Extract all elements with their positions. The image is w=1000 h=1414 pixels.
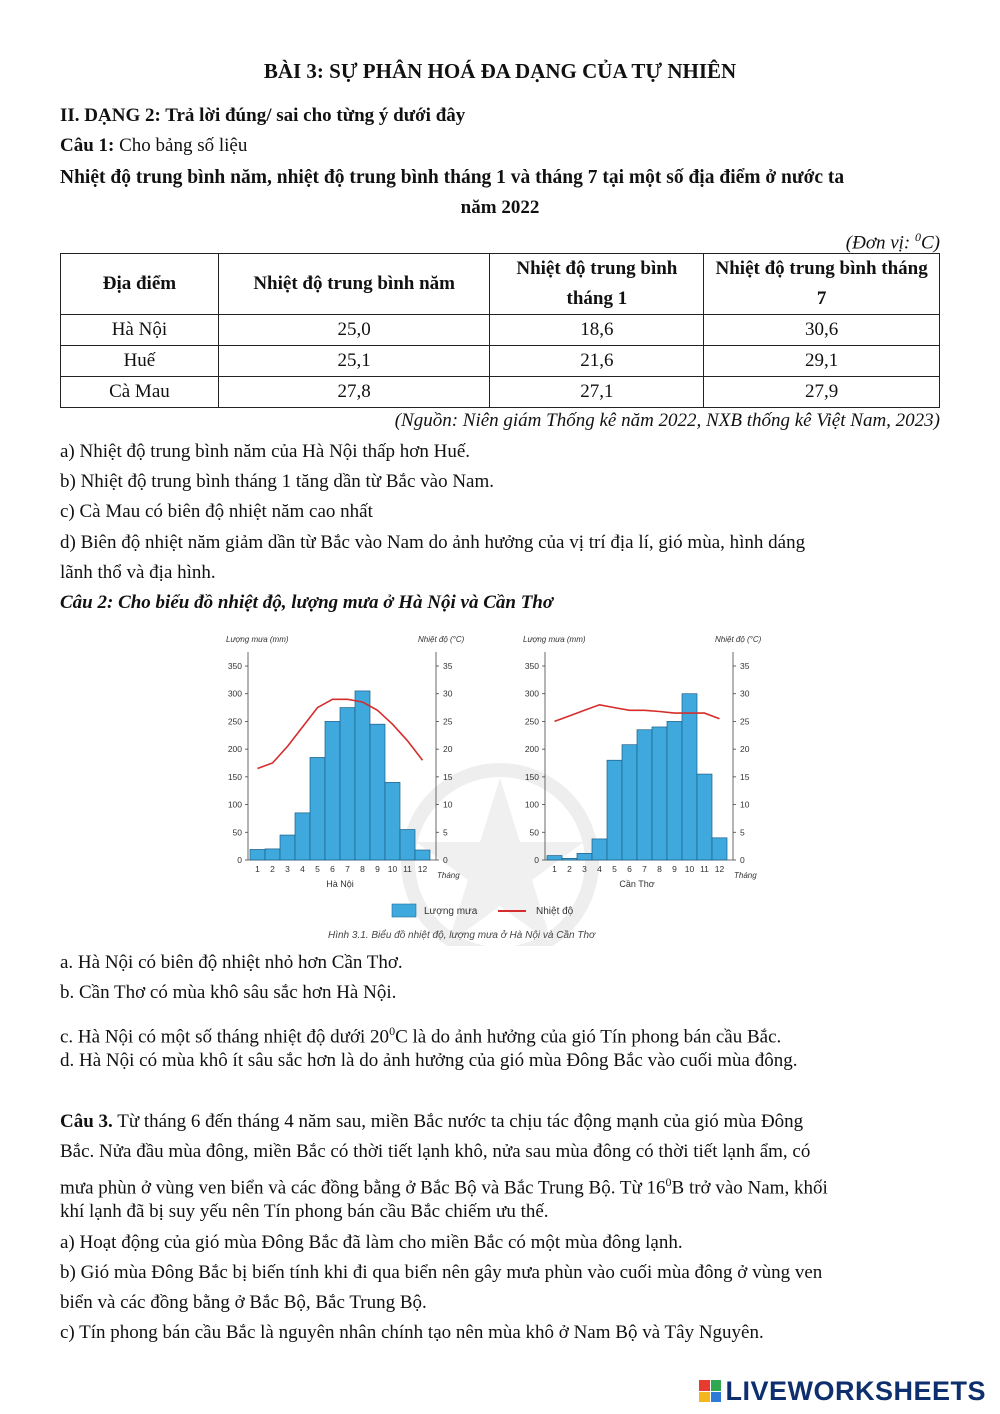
- month-tick-label: 11: [403, 864, 412, 874]
- right-axis-title: Nhiệt độ (°C): [715, 635, 762, 644]
- q3-statement-b-cont: biển và các đồng bằng ở Bắc Bộ, Bắc Trung Bộ.: [60, 1292, 427, 1313]
- rain-bar: [622, 745, 637, 860]
- left-tick-label: 0: [534, 855, 539, 865]
- chart-caption: Hình 3.1. Biểu đồ nhiệt độ, lượng mưa ở Hà Nội và Cần Thơ: [328, 930, 596, 941]
- month-tick-label: 11: [700, 864, 709, 874]
- temperature-table: [60, 253, 940, 408]
- month-tick-label: 8: [657, 864, 662, 874]
- rain-bar: [310, 757, 325, 860]
- left-axis-title: Lượng mưa (mm): [226, 635, 289, 644]
- left-axis-title: Lượng mưa (mm): [523, 635, 586, 644]
- liveworksheets-logo[interactable]: [699, 1376, 986, 1406]
- right-tick-label: 35: [443, 661, 453, 671]
- q2-statement-a: a. Hà Nội có biên độ nhiệt nhỏ hơn Cần Thơ.: [60, 952, 403, 973]
- header-july: Nhiệt độ trung bình tháng 7: [704, 254, 940, 315]
- rain-bar: [592, 839, 607, 860]
- q2-heading: Câu 2: Cho biểu đồ nhiệt độ, lượng mưa ở Hà Nội và Cần Thơ: [60, 592, 554, 613]
- header-location: Địa điểm: [61, 254, 219, 315]
- month-tick-label: 1: [255, 864, 260, 874]
- left-tick-label: 250: [524, 716, 539, 727]
- rain-bar: [697, 774, 712, 860]
- q1-intro: [60, 131, 940, 161]
- q3-line1: Câu 3. Từ tháng 6 đến tháng 4 năm sau, miền Bắc nước ta chịu tác động mạnh của gió mùa Đông: [60, 1111, 804, 1132]
- x-axis-title: Tháng: [734, 871, 757, 880]
- month-tick-label: 3: [285, 864, 290, 874]
- month-tick-label: 12: [714, 864, 725, 874]
- rain-bar: [295, 813, 310, 860]
- q3-statement-b: b) Gió mùa Đông Bắc bị biến tính khi đi qua biển nên gây mưa phùn vào cuối mùa đông ở vùng ven: [60, 1262, 823, 1283]
- rain-bar: [652, 727, 667, 860]
- q1-intro-text: Cho bảng số liệu: [119, 135, 248, 156]
- month-tick-label: 9: [375, 864, 380, 874]
- month-tick-label: 3: [582, 864, 587, 874]
- table-title-line1: Nhiệt độ trung bình năm, nhiệt độ trung bình tháng 1 và tháng 7 tại một số địa điểm ở nước ta: [60, 167, 845, 188]
- legend-rain-label: Lượng mưa: [424, 906, 478, 917]
- station-label: Hà Nội: [326, 879, 354, 889]
- table-source: (Nguồn: Niên giám Thống kê năm 2022, NXB thống kê Việt Nam, 2023): [394, 410, 940, 431]
- rain-bar: [385, 782, 400, 860]
- right-tick-label: 30: [443, 688, 453, 699]
- station-label: Cần Thơ: [619, 879, 655, 889]
- rain-bar: [280, 835, 295, 860]
- rain-bar: [400, 830, 415, 860]
- left-tick-label: 200: [524, 744, 539, 755]
- month-tick-label: 2: [567, 864, 572, 874]
- cell: 18,6: [490, 315, 704, 346]
- right-tick-label: 30: [740, 688, 750, 699]
- rain-bar: [325, 721, 340, 860]
- month-tick-label: 12: [417, 864, 428, 874]
- right-tick-label: 20: [443, 744, 453, 755]
- chart-hanoi: [226, 635, 465, 889]
- header-annual: Nhiệt độ trung bình năm: [218, 254, 490, 315]
- rain-bar: [250, 849, 265, 860]
- table-row: [61, 315, 940, 346]
- rain-bar: [682, 694, 697, 860]
- rain-bar: [547, 856, 562, 860]
- rain-bar: [340, 708, 355, 860]
- table-row: [61, 346, 940, 377]
- cell: 27,1: [490, 377, 704, 408]
- cell: Hà Nội: [61, 315, 219, 346]
- climate-charts: [220, 628, 780, 946]
- rain-bar: [415, 850, 430, 860]
- cell: 30,6: [704, 315, 940, 346]
- rain-bar: [577, 853, 592, 860]
- cell: Cà Mau: [61, 377, 219, 408]
- legend-rain-swatch: [392, 904, 416, 917]
- right-tick-label: 5: [443, 827, 448, 838]
- q3-line2: Bắc. Nửa đầu mùa đông, miền Bắc có thời tiết lạnh khô, nửa sau mùa đông có thời tiết lạnh ẩm, có: [60, 1141, 811, 1162]
- table-title-line2: năm 2022: [460, 197, 540, 218]
- month-tick-label: 6: [627, 864, 632, 874]
- right-tick-label: 0: [740, 855, 745, 865]
- month-tick-label: 1: [552, 864, 557, 874]
- right-tick-label: 5: [740, 827, 745, 838]
- month-tick-label: 2: [270, 864, 275, 874]
- cell: 25,1: [218, 346, 490, 377]
- legend-temp-label: Nhiệt độ: [536, 906, 574, 917]
- cell: 21,6: [490, 346, 704, 377]
- right-tick-label: 10: [740, 799, 750, 810]
- month-tick-label: 9: [672, 864, 677, 874]
- rain-bar: [265, 849, 280, 860]
- right-tick-label: 10: [443, 799, 453, 810]
- rain-bar: [370, 724, 385, 860]
- cell: Huế: [61, 346, 219, 377]
- q1-statement-a: a) Nhiệt độ trung bình năm của Hà Nội thấp hơn Huế.: [60, 441, 471, 462]
- q2-statement-c: c. Hà Nội có một số tháng nhiệt độ dưới $20^0C$ là do ảnh hưởng của gió Tín phong bán cầu Bắc.: [60, 1024, 782, 1048]
- q2-statement-d: d. Hà Nội có mùa khô ít sâu sắc hơn là do ảnh hưởng của gió mùa Đông Bắc vào cuối mùa đông.: [60, 1050, 798, 1071]
- rain-bar: [562, 858, 577, 860]
- cell: 27,9: [704, 377, 940, 408]
- month-tick-label: 8: [360, 864, 365, 874]
- q1-statement-c: c) Cà Mau có biên độ nhiệt năm cao nhất: [60, 501, 373, 522]
- month-tick-label: 7: [642, 864, 647, 874]
- left-tick-label: 100: [524, 799, 539, 810]
- month-tick-label: 10: [387, 864, 398, 874]
- left-tick-label: 350: [227, 661, 242, 671]
- brand-name: LIVEWORKSHEETS: [725, 1375, 986, 1406]
- left-tick-label: 100: [227, 799, 242, 810]
- month-tick-label: 5: [612, 864, 617, 874]
- left-tick-label: 300: [227, 688, 242, 699]
- left-tick-label: 300: [524, 688, 539, 699]
- table-header-row: [61, 254, 940, 315]
- month-tick-label: 4: [597, 864, 602, 874]
- rain-bar: [667, 721, 682, 860]
- month-tick-label: 10: [684, 864, 695, 874]
- left-tick-label: 250: [227, 716, 242, 727]
- left-tick-label: 0: [237, 855, 242, 865]
- rain-bar: [607, 760, 622, 860]
- rain-bar: [355, 691, 370, 860]
- q3-statement-c: c) Tín phong bán cầu Bắc là nguyên nhân chính tạo nên mùa khô ở Nam Bộ và Tây Nguyên.: [60, 1322, 764, 1343]
- month-tick-label: 5: [315, 864, 320, 874]
- cell: 27,8: [218, 377, 490, 408]
- left-tick-label: 50: [529, 827, 539, 838]
- q2-statement-b: b. Cần Thơ có mùa khô sâu sắc hơn Hà Nội.: [60, 982, 397, 1003]
- q1-statement-d: d) Biên độ nhiệt năm giảm dần từ Bắc vào Nam do ảnh hưởng của vị trí địa lí, gió mùa, hình dáng: [60, 532, 806, 553]
- left-tick-label: 350: [524, 661, 539, 671]
- q3-line4: khí lạnh đã bị suy yếu nên Tín phong bán cầu Bắc chiếm ưu thế.: [60, 1201, 549, 1222]
- left-tick-label: 200: [227, 744, 242, 755]
- right-tick-label: 20: [740, 744, 750, 755]
- right-tick-label: 15: [740, 771, 750, 782]
- right-tick-label: 0: [443, 855, 448, 865]
- cell: 25,0: [218, 315, 490, 346]
- q1-statement-b: b) Nhiệt độ trung bình tháng 1 tăng dần từ Bắc vào Nam.: [60, 471, 495, 492]
- month-tick-label: 4: [300, 864, 305, 874]
- right-tick-label: 25: [443, 716, 453, 727]
- q3-statement-a: a) Hoạt động của gió mùa Đông Bắc đã làm cho miền Bắc có một mùa đông lạnh.: [60, 1232, 683, 1253]
- section-heading: II. DẠNG 2: Trả lời đúng/ sai cho từng ý dưới đây: [60, 105, 466, 126]
- header-january: Nhiệt độ trung bình tháng 1: [490, 254, 704, 315]
- month-tick-label: 6: [330, 864, 335, 874]
- right-tick-label: 35: [740, 661, 750, 671]
- page-title: BÀI 3: SỰ PHÂN HOÁ ĐA DẠNG CỦA TỰ NHIÊN: [263, 59, 737, 83]
- table-row: [61, 377, 940, 408]
- cell: 29,1: [704, 346, 940, 377]
- q1-statement-d-cont: lãnh thổ và địa hình.: [60, 562, 216, 583]
- left-tick-label: 150: [524, 771, 539, 782]
- right-axis-title: Nhiệt độ (°C): [418, 635, 465, 644]
- right-tick-label: 25: [740, 716, 750, 727]
- x-axis-title: Tháng: [437, 871, 460, 880]
- table-unit: (Đơn vị: $^0$C): [845, 230, 940, 254]
- right-tick-label: 15: [443, 771, 453, 782]
- rain-bar: [712, 838, 727, 860]
- left-tick-label: 50: [232, 827, 242, 838]
- q3-line3: mưa phùn ở vùng ven biển và các đồng bằng ở Bắc Bộ và Bắc Trung Bộ. Từ $16^0B$ trở vào Nam, khối: [60, 1175, 828, 1199]
- rain-bar: [637, 730, 652, 860]
- q1-label: Câu 1:: [60, 135, 115, 156]
- month-tick-label: 7: [345, 864, 350, 874]
- liveworksheets-mark-icon: [699, 1380, 721, 1402]
- left-tick-label: 150: [227, 771, 242, 782]
